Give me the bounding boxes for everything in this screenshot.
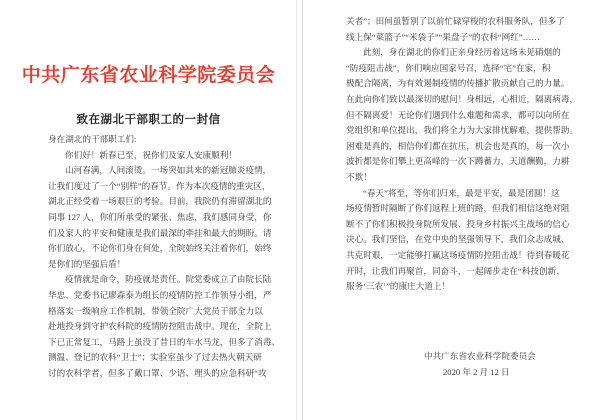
text-line: 困难是真的，相信你们都在抗压，机会也是真的，每一次小 bbox=[346, 140, 570, 151]
text-line: 服务‘三农’”的康庄大道上！ bbox=[346, 281, 451, 292]
text-line: 共克时艰，一定能够打赢这场疫情防控阻击战！待到春暖花 bbox=[346, 249, 570, 260]
text-line: 不欺！ bbox=[346, 171, 372, 182]
text-line: 你们放心，不论你们身在何处，全院始终关注着你们，始终 bbox=[48, 243, 272, 254]
text-line: 你们好！新春已至，祝你们及家人安康顺利！ bbox=[65, 149, 237, 160]
text-line: 疫情就是命令，防疫就是责任。院党委成立了由院长陆 bbox=[65, 274, 272, 285]
signature-organization: 中共广东省农业科学院委员会 bbox=[424, 351, 536, 361]
text-line: 山河春满，人间滚烫。一场突如其来的新冠肺炎疫情， bbox=[65, 165, 272, 176]
text-line: 讨的农科学者，但多了戴口罩、少语、埋头的应急科研“攻 bbox=[48, 367, 267, 378]
text-line: 但不隔离爱！无论你们遇到什么难题和需求，都可以向所在 bbox=[346, 109, 570, 120]
text-line: 极配合隔离，为有效遏制疫情的传播扩散贡献自己的力量。 bbox=[346, 78, 570, 89]
text-line: 华忠、党委书记廖森泰为组长的疫情防控工作领导小组，严 bbox=[48, 289, 272, 300]
text-line: 格落实一级响应工作机制，带领全院广大党员干部全力以 bbox=[48, 305, 263, 316]
text-line: 下已正常复工，马路上虽没了昔日的车水马龙，但多了消毒、 bbox=[48, 336, 281, 347]
text-line: 是你们的坚强后盾！ bbox=[48, 258, 126, 269]
letterhead: 中共广东省农业科学院委员会 bbox=[21, 64, 276, 86]
text-line: “春天”将至，等你们归来，最是平安，最是团圆！这 bbox=[363, 187, 560, 198]
letter-body-left bbox=[48, 132, 281, 382]
text-line: 党组织和单位提出，我们将全力为大家排忧解难，提供帮助。 bbox=[346, 125, 579, 136]
text-line: 同事 127 人，你们所承受的紧张、焦虑，我们感同身受，你 bbox=[48, 211, 272, 222]
text-line: 测温、登记的农科“卫士”；实验室虽少了过去热火朝天研 bbox=[48, 352, 262, 363]
text-line: 断不了你们积极投身院所发展、投身乡村振兴主战场的信心 bbox=[346, 218, 570, 229]
text-line: 们及家人的平安和健康是我们最深的牵挂和最大的期盼。请 bbox=[48, 227, 272, 238]
text-line: 关者”；田间虽暂别了以前忙碌穿梭的农科服务队，但多了 bbox=[346, 16, 565, 26]
text-line: 线上保“菜篮子”“米袋子”“果盘子”的农科“网红”…… bbox=[346, 31, 540, 42]
text-line: 此刻，身在湖北的你们正亲身经历着这场未见硝烟的 bbox=[363, 47, 561, 58]
text-line: 身在湖北的干部职工们: bbox=[48, 134, 137, 144]
text-line: 让我们度过了一个“别样”的春节。作为本次疫情的重灾区， bbox=[48, 180, 271, 191]
text-line: “防疫阻击战”，你们响应国家号召，选择“宅”在家，积 bbox=[346, 62, 551, 73]
letter-title: 致在湖北干部职工的一封信 bbox=[76, 112, 221, 126]
text-line: 波折都是你们攀上更高峰的一次下蹲蓄力，天道酬勤，力耕 bbox=[346, 156, 570, 167]
text-line: 湖北正经受着一场艰巨的考验。目前，我院仍有滞留湖北的 bbox=[48, 196, 272, 207]
text-line: 场疫情暂时隔断了你们返程上班的路，但我们相信这绝对阻 bbox=[346, 203, 570, 214]
signature-date: 2020 年 2 月 12 日 bbox=[443, 367, 510, 377]
text-line: 开时，让我们再聚首，同奋斗，一起阔步走在“科技创新、 bbox=[346, 265, 565, 276]
text-line: 在此向你们致以最深切的慰问！身相远，心相近，隔离病毒， bbox=[346, 93, 579, 104]
text-line: 赴地投身到守护农科院的疫情防控阻击战中。现在，全院上 bbox=[48, 321, 272, 332]
letter-body-right bbox=[346, 14, 579, 295]
text-line: 决心。我们坚信，在党中央的坚强领导下，我们众志成城、 bbox=[346, 234, 570, 245]
